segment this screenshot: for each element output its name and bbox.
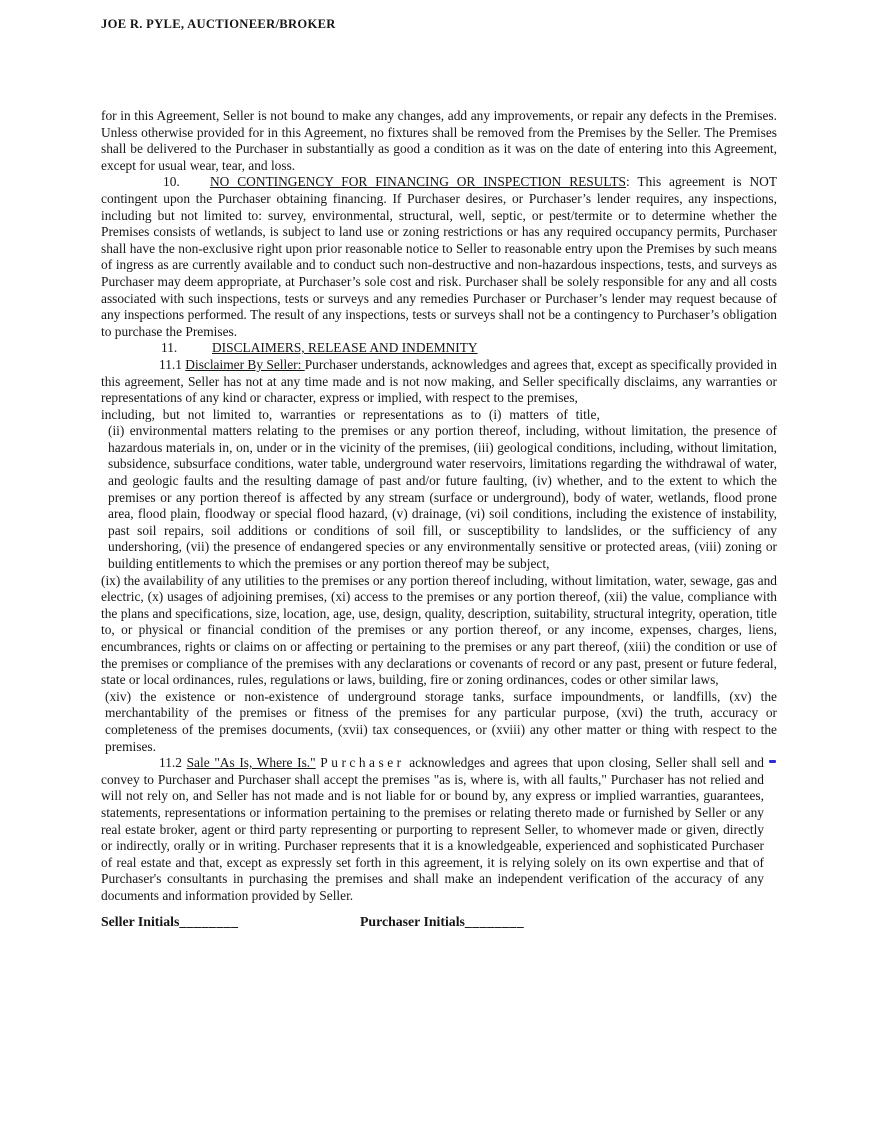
clause-11-1-body-part-1: Purchaser understands, acknowledges and agrees that, except as specifically provided in this agreement, Seller has not at any time made and is not now making, and Seller specifically disclaims, any warranties or representations of any kind or character, express or implied, with respect to the premises, xyxy=(101,356,777,406)
section-10-number: 10. xyxy=(163,174,180,190)
document-header: JOE R. PYLE, AUCTIONEER/BROKER xyxy=(101,17,336,31)
margin-annotation-mark xyxy=(769,760,776,763)
clause-11-2-number: 11.2 xyxy=(159,755,182,771)
section-10-heading: NO CONTINGENCY FOR FINANCING OR INSPECTION RESULTS xyxy=(210,174,627,190)
clause-11-1-title: Disclaimer By Seller: xyxy=(185,356,305,372)
clause-11-1-items-ix-xiii: (ix) the availability of any utilities to the premises or any portion thereof including, without limitation, water, sewage, gas and electric, (x) usages of adjoining premises, (xi) access to the premises or any portion thereof, (xii) the value, compliance with the plans and specifications, size, location, age, use, design, quality, description, suitability, structural integrity, operation, title to, or physical or financial condition of the premises or any portion thereof, or any income, expenses, charges, liens, encumbrances, rights or claims on or affecting or pertaining to the premises or any part thereof, (xiii) the condition or use of the premises or compliance of the premises with any declarations or covenants of record or any past, present or future federal, state or local ordinances, rules, regulations or laws, building, fire or zoning ordinances, codes or other similar laws, xyxy=(101,572,777,688)
clause-11-2-title: Sale "As Is, Where Is." xyxy=(186,755,316,771)
clause-11-1-number: 11.1 xyxy=(159,356,182,372)
initials-row xyxy=(101,914,777,936)
document-body xyxy=(101,108,777,936)
section-10 xyxy=(101,174,777,340)
section-11-heading-row xyxy=(101,340,777,357)
section-10-body: : This agreement is NOT contingent upon the Purchaser obtaining financing. If Purchaser desires, or Purchaser’s lender requires, any inspections, including but not limited to: survey, environmental, structural, well, septic, or pest/termite or to determine whether the Premises consists of wetlands, is subject to land use or zoning restrictions or has any required occupancy permits, Purchaser shall have the non-exclusive right upon prior reasonable notice to Seller to reasonable entry upon the Premises by such means of ingress as are currently available and to conduct such non-destructive and non-hazardous inspections, tests, and surveys as Purchaser may deem appropriate, at Purchaser’s sole cost and risk. Purchaser shall be solely responsible for any and all costs associated with such inspections, tests or surveys and any remedies Purchaser or Purchaser’s lender may request because of any inspections performed. The result of any inspections, tests or surveys shall not be a contingency to Purchaser’s obligation to purchase the Premises. xyxy=(101,174,778,339)
purchaser-initials-group xyxy=(360,914,524,931)
seller-initials-line: ________ xyxy=(179,913,239,929)
clause-11-2 xyxy=(101,755,777,904)
purchaser-initials-line: ________ xyxy=(464,913,525,929)
clause-11-1-items-xiv-xviii: (xiv) the existence or non-existence of underground storage tanks, surface impoundments, or landfills, (xv) the merchantability of the premises or fitness of the premises for any particular purpose, (xvi) the truth, accuracy or completeness of the premises documents, (xvii) tax consequences, or (xviii) any other matter or thing with respect to the premises. xyxy=(105,688,777,754)
section-11-heading: DISCLAIMERS, RELEASE AND INDEMNITY xyxy=(212,340,478,356)
clause-11-1-body-part-2: including, but not limited to, warranties or representations as to (i) matters of title, xyxy=(101,406,600,422)
purchaser-initials-label: Purchaser Initials xyxy=(360,913,465,929)
continuation-paragraph: for in this Agreement, Seller is not bound to make any changes, add any improvements, or repair any defects in the Premises. Unless otherwise provided for in this Agreement, no fixtures shall be removed from the Premises by the Seller. The Premises shall be delivered to the Purchaser in substantially as good a condition as it was on the date of entering into this Agreement, except for usual wear, tear, and loss. xyxy=(101,108,777,173)
clause-11-2-purchaser-word: Purchaser xyxy=(320,755,405,771)
clause-11-1 xyxy=(101,357,777,423)
seller-initials-label: Seller Initials xyxy=(101,913,180,929)
section-11-number: 11. xyxy=(161,340,178,356)
clause-11-1-items-ii-viii: (ii) environmental matters relating to the premises or any portion thereof, including, without limitation, the presence of hazardous materials in, on, under or in the vicinity of the premises, (iii) geological conditions, including, without limitation, subsidence, subsurface conditions, water table, underground water reservoirs, limitations regarding the withdrawal of water, and geologic faults and the resulting damage of past and/or future faulting, (iv) whether, and to the extent to which the premises or any portion thereof is affected by any stream (surface or underground), body of water, wetlands, flood prone area, flood plain, floodway or special flood hazard, (v) drainage, (vi) soil conditions, including the existence of instability, past soil repairs, soil additions or conditions of soil fill, or susceptibility to landslides, or the sufficiency of any undershoring, (vii) the presence of endangered species or any environmentally sensitive or protected areas, (viii) zoning or building entitlements to which the premises or any portion thereof may be subject, xyxy=(108,423,777,572)
clause-11-2-body: acknowledges and agrees that upon closing, Seller shall sell and convey to Purchaser and Purchaser shall accept the premises "as is, where is, with all faults," Purchaser has not relied and will not rely on, and Seller has not made and is not liable for or bound by, any express or implied warranties, guarantees, statements, representations or information pertaining to the premises or relating thereto made or furnished by Seller or any real estate broker, agent or third party representing or purporting to represent Seller, to whomever made or given, directly or indirectly, orally or in writing. Purchaser represents that it is a knowledgeable, experienced and sophisticated Purchaser of real estate and that, except as expressly set forth in this agreement, it is relying solely on its own expertise and that of Purchaser's consultants in purchasing the premises and shall make an independent verification of the accuracy of any documents and information provided by Seller. xyxy=(101,755,764,903)
